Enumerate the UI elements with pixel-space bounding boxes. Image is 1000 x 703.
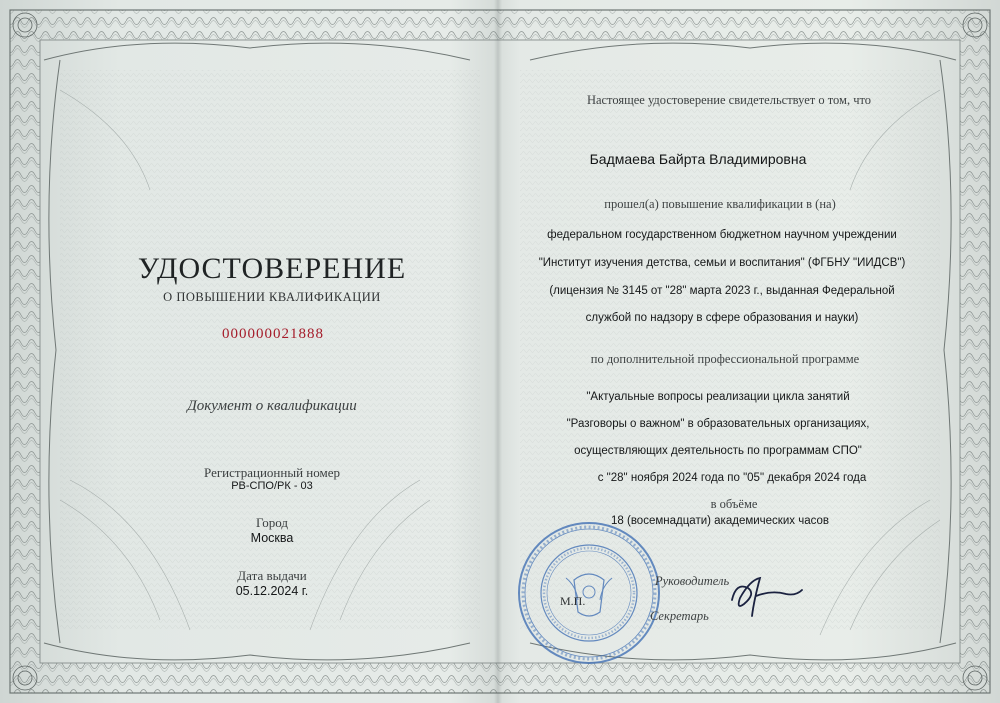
secretary-label: Секретарь xyxy=(650,609,709,623)
holder-full-name: Бадмаева Байрта Владимировна xyxy=(589,151,807,167)
issue-date-value: 05.12.2024 г. xyxy=(235,584,309,598)
intro-text: Настоящее удостоверение свидетельствует о том, что xyxy=(586,93,872,107)
certificate-title: УДОСТОВЕРЕНИЕ xyxy=(137,252,407,285)
page-fold xyxy=(494,0,502,703)
certificate-number: 000000021888 xyxy=(222,326,324,342)
volume-label: в объёме xyxy=(710,497,758,511)
reg-number-value: РВ-СПО/РК - 03 xyxy=(231,480,313,492)
org-line-2: "Институт изучения детства, семьи и воспитания" (ФГБНУ "ИИДСВ") xyxy=(538,257,906,269)
org-line-1: федеральном государственном бюджетном научном учреждении xyxy=(547,229,897,241)
head-label: Руководитель xyxy=(655,574,730,588)
certificate-subtitle: О ПОВЫШЕНИИ КВАЛИФИКАЦИИ xyxy=(163,290,381,304)
training-period: с "28" ноября 2024 года по "05" декабря 2024 года xyxy=(597,472,867,484)
seal-mark-label: М.П. xyxy=(560,594,586,608)
document-type: Документ о квалификации xyxy=(187,398,357,414)
city-label: Город xyxy=(255,515,289,530)
official-seal xyxy=(516,520,662,666)
issue-date-label: Дата выдачи xyxy=(237,568,307,583)
org-line-4: службой по надзору в сфере образования и науки) xyxy=(585,312,859,324)
head-signature xyxy=(726,570,806,620)
reg-number-label: Регистрационный номер xyxy=(204,465,340,480)
program-label: по дополнительной профессиональной программе xyxy=(590,352,860,366)
program-line-1: "Актуальные вопросы реализации цикла занятий xyxy=(586,391,850,403)
training-hours: 18 (восемнадцати) академических часов xyxy=(611,515,829,527)
program-line-3: осуществляющих деятельность по программам СПО" xyxy=(574,445,862,457)
city-value: Москва xyxy=(250,531,294,545)
program-line-2: "Разговоры о важном" в образовательных организациях, xyxy=(566,418,870,430)
org-line-3: (лицензия № 3145 от "28" марта 2023 г., выданная Федеральной xyxy=(549,285,895,297)
passed-text: прошел(а) повышение квалификации в (на) xyxy=(604,197,836,211)
